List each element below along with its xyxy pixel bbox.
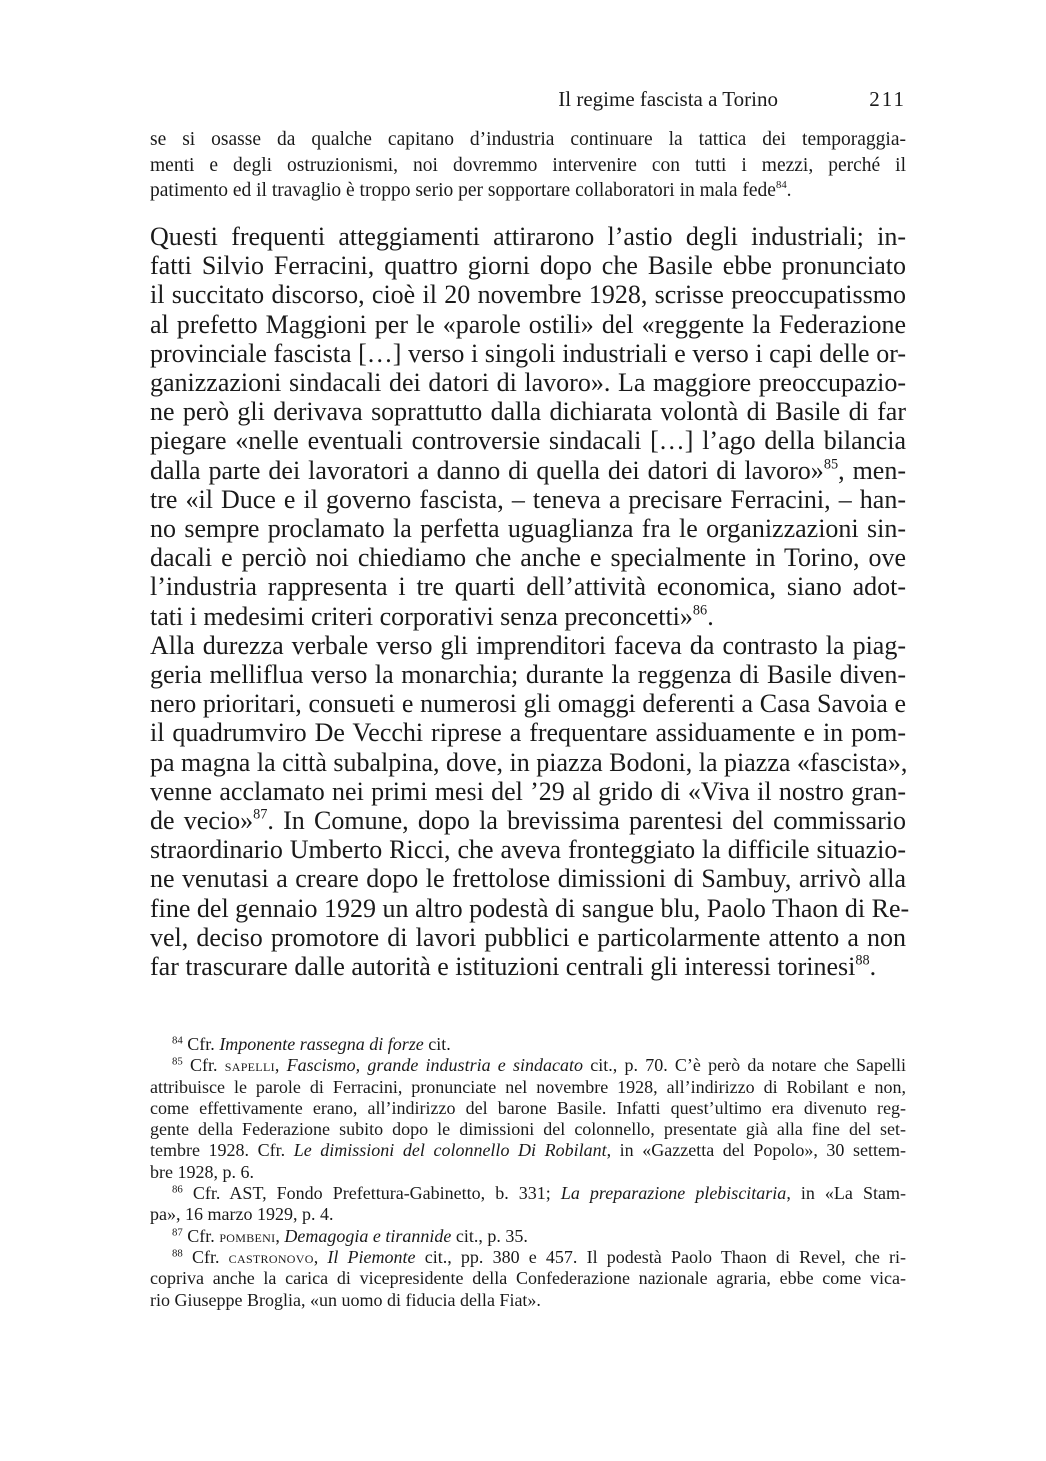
text-line: straordinario Umberto Ricci, che aveva fronteggiato la difficile situazio- bbox=[150, 835, 906, 865]
footnote-ref-84[interactable]: 84 bbox=[775, 178, 787, 191]
text-line: tre «il Duce e il governo fascista, – teneva a precisare Ferracini, – han- bbox=[150, 484, 906, 514]
footnote-author: pombeni bbox=[219, 1226, 276, 1246]
text-line: l’industria rappresenta i tre quarti dell’attività economica, siano adot- bbox=[150, 572, 906, 602]
paragraph-2 bbox=[150, 630, 910, 982]
text-line bbox=[150, 806, 906, 835]
footnote-author: castronovo bbox=[228, 1247, 314, 1267]
footnote-line bbox=[150, 1247, 906, 1268]
footnote-line: pa», 16 marzo 1929, p. 4. bbox=[150, 1204, 334, 1225]
footnote-line bbox=[150, 1140, 906, 1161]
footnote-ref-87[interactable]: 87 bbox=[253, 806, 268, 823]
footnote-author: sapelli bbox=[224, 1056, 275, 1076]
footnote-text: cit. bbox=[423, 1034, 451, 1054]
footnote-line: rio Giuseppe Broglia, «un uomo di fiducia della Fiat». bbox=[150, 1289, 541, 1310]
footnote-number: 84 bbox=[172, 1034, 183, 1047]
text-run: , men- bbox=[838, 455, 906, 485]
footnote-line bbox=[150, 1183, 906, 1204]
text-line: no sempre proclamato la perfetta uguaglianza fra le organizzazioni sin- bbox=[150, 514, 906, 544]
text-line: ne però gli derivava soprattutto dalla dichiarata volontà di Basile di far bbox=[150, 397, 906, 427]
footnote-title: Le dimissioni del colonnello Di Robilant bbox=[293, 1140, 607, 1161]
footnote-text: cit., p. 70. C’è però da notare che Sapelli bbox=[583, 1055, 906, 1076]
text-line: provinciale fascista […] verso i singoli industriali e verso i capi delle or- bbox=[150, 338, 906, 368]
footnote-number: 85 bbox=[172, 1055, 183, 1068]
footnote-ref-86[interactable]: 86 bbox=[692, 601, 708, 618]
text-run: tati i medesimi criteri corporativi senza preconcetti» bbox=[150, 601, 693, 631]
footnote-line: come effettivamente erano, all’indirizzo del barone Basile. Infatti quest’ultimo era divenuto reg- bbox=[150, 1097, 906, 1118]
text-line: il succitato discorso, cioè il 20 novembre 1928, scrisse preoccupatissmo bbox=[150, 280, 906, 310]
footnote-title: Fascismo, grande industria e sindacato bbox=[286, 1055, 584, 1076]
footnote-86 bbox=[150, 1183, 906, 1226]
footnote-text: Cfr. AST, Fondo Prefettura-Gabinetto, b. 331; bbox=[192, 1183, 561, 1204]
text-line bbox=[150, 952, 906, 981]
footnote-number: 88 bbox=[172, 1247, 183, 1260]
text-line: fatti Silvio Ferracini, quattro giorni dopo che Basile ebbe pronunciato bbox=[150, 251, 906, 281]
text-line: vel, deciso promotore di lavori pubblici e particolarmente attento a non bbox=[150, 922, 906, 952]
page-number: 211 bbox=[869, 87, 906, 111]
footnote-ref-85[interactable]: 85 bbox=[823, 455, 839, 472]
footnote-text: Cfr. bbox=[187, 1034, 220, 1054]
quote-line: se si osasse da qualche capitano d’industria continuare la tattica dei temporaggia- bbox=[150, 129, 906, 150]
footnote-line: bre 1928, p. 6. bbox=[150, 1161, 254, 1182]
footnote-text: tembre 1928. Cfr. bbox=[150, 1140, 294, 1161]
footnote-title: Imponente rassegna di forze bbox=[219, 1034, 424, 1054]
footnote-text: , bbox=[275, 1225, 285, 1246]
text-line: al prefetto Maggioni per le «parole ostili» del «reggente la Federazione bbox=[150, 309, 906, 339]
footnotes bbox=[150, 1034, 906, 1311]
text-run: far trascurare dalle autorità e istituzioni centrali gli interessi torinesi bbox=[150, 952, 856, 982]
footnote-line: attribuisce le parole di Ferracini, pronunciate nel novembre 1928, all’indirizzo di Robilant e non, bbox=[150, 1076, 906, 1097]
text-line: ne venutasi a creare dopo le frettolose dimissioni di Sambuy, arrivò alla bbox=[150, 864, 906, 894]
footnote-text: cit., p. 35. bbox=[451, 1225, 528, 1246]
text-line: nero prioritari, consueti e numerosi gli omaggi deferenti a Casa Savoia e bbox=[150, 689, 906, 719]
text-line: il quadrumviro De Vecchi riprese a frequentare assiduamente e in pom- bbox=[150, 718, 906, 748]
footnote-title: Demagogia e tirannide bbox=[284, 1225, 452, 1246]
footnote-line: gente della Federazione subito dopo le dimissioni del colonnello, presentate già alla fine del set- bbox=[150, 1119, 906, 1140]
text-line bbox=[150, 602, 906, 631]
quote-line bbox=[150, 178, 906, 204]
footnote-84 bbox=[150, 1034, 906, 1055]
footnote-text: , in «Gazzetta del Popolo», 30 settem- bbox=[606, 1140, 906, 1161]
footnote-85 bbox=[150, 1055, 906, 1183]
text-line: fine del gennaio 1929 un altro podestà di sangue blu, Paolo Thaon di Re- bbox=[150, 893, 910, 923]
footnote-text: , bbox=[274, 1055, 287, 1076]
footnote-text: Cfr. bbox=[191, 1246, 229, 1267]
footnote-line: copriva anche la carica di vicepresidente della Confederazione nazionale agraria, ebbe come vica- bbox=[150, 1268, 906, 1289]
footnote-text: , in «La Stam- bbox=[786, 1183, 906, 1204]
footnote-line bbox=[150, 1034, 906, 1055]
quote-line: menti e degli ostruzionismi, noi dovremmo intervenire con tutti i mezzi, perché il bbox=[150, 154, 906, 176]
footnote-88 bbox=[150, 1247, 906, 1311]
running-title: Il regime fascista a Torino bbox=[558, 87, 778, 111]
footnote-line bbox=[150, 1055, 906, 1076]
footnote-number: 86 bbox=[172, 1183, 183, 1196]
text-line: Alla durezza verbale verso gli imprenditori faceva da contrasto la piag- bbox=[150, 630, 906, 660]
footnote-line bbox=[150, 1226, 906, 1247]
text-line: dacali e perciò noi chiediamo che anche e specialmente in Torino, ove bbox=[150, 543, 906, 573]
text-run: . In Comune, dopo la brevissima parentesi del commissario bbox=[267, 806, 906, 836]
footnote-text: cit., pp. 380 e 457. Il podestà Paolo Thaon di Revel, che ri- bbox=[415, 1246, 906, 1267]
footnote-text: Cfr. bbox=[190, 1055, 225, 1076]
main-text bbox=[150, 222, 910, 982]
footnote-87 bbox=[150, 1226, 906, 1247]
text-run: dalla parte dei lavoratori a danno di quella dei datori di lavoro» bbox=[150, 455, 824, 485]
paragraph-1 bbox=[150, 222, 906, 631]
footnote-text: , bbox=[313, 1246, 328, 1267]
text-run: . bbox=[869, 952, 877, 982]
footnote-number: 87 bbox=[172, 1226, 183, 1239]
footnote-text: Cfr. bbox=[187, 1225, 220, 1246]
text-line: geria melliflua verso la monarchia; durante la reggenza di Basile diven- bbox=[150, 660, 906, 690]
text-line: venne acclamato nei primi mesi del ’29 al grido di «Viva il nostro gran- bbox=[150, 776, 906, 806]
quote-text: patimento ed il travaglio è troppo serio per sopportare collaboratori in mala fede bbox=[150, 180, 776, 201]
block-quote bbox=[150, 127, 906, 204]
quote-punct: . bbox=[786, 180, 792, 201]
text-line: pa magna la città subalpina, dove, in piazza Bodoni, la piazza «fascista», bbox=[150, 747, 908, 777]
footnote-title: La preparazione plebiscitaria bbox=[560, 1183, 787, 1204]
text-run: . bbox=[707, 601, 714, 631]
footnote-title: Il Piemonte bbox=[327, 1246, 416, 1267]
footnote-ref-88[interactable]: 88 bbox=[855, 952, 870, 969]
running-header bbox=[150, 84, 906, 114]
text-line: Questi frequenti atteggiamenti attirarono l’astio degli industriali; in- bbox=[150, 222, 906, 251]
text-line: piegare «nelle eventuali controversie sindacali […] l’ago della bilancia bbox=[150, 426, 906, 456]
text-line bbox=[150, 456, 906, 485]
text-run: de vecio» bbox=[150, 806, 254, 836]
text-line: ganizzazioni sindacali dei datori di lavoro». La maggiore preoccupazio- bbox=[150, 368, 906, 398]
